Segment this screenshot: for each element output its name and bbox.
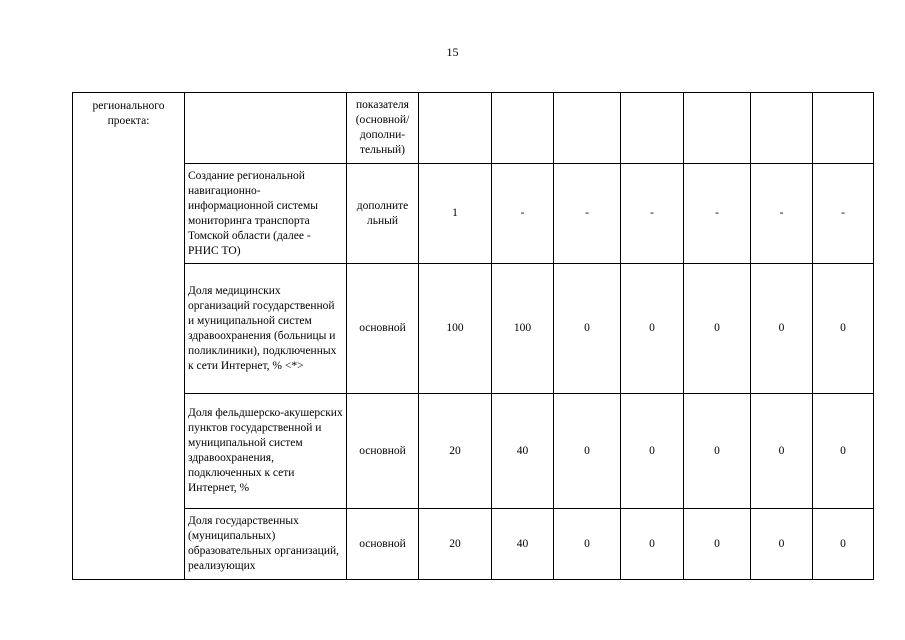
indicator-value: 0 — [684, 264, 751, 394]
indicator-name-header-cell — [185, 93, 347, 164]
value-header-cell — [492, 93, 554, 164]
table-row — [73, 264, 874, 394]
indicator-value: - — [554, 164, 621, 264]
regional-project-cell: регионального проекта: — [73, 93, 185, 580]
indicator-name: Создание региональной навигационно-информационной системы мониторинга транспорта Томской области (далее - РНИС ТО) — [185, 164, 347, 264]
indicator-value: 0 — [751, 394, 813, 509]
indicator-value: 0 — [554, 264, 621, 394]
indicator-value: 100 — [492, 264, 554, 394]
value-header-cell — [554, 93, 621, 164]
indicator-value: 0 — [554, 509, 621, 580]
indicator-name: Доля государственных (муниципальных) образовательных организаций, реализующих — [185, 509, 347, 580]
value-header-cell — [813, 93, 874, 164]
indicator-name: Доля фельдшерско-акушерских пунктов государственной и муниципальной систем здравоохранения, подключенных к сети Интернет, % — [185, 394, 347, 509]
indicator-value: 0 — [554, 394, 621, 509]
value-header-cell — [621, 93, 684, 164]
indicator-type: основной — [347, 509, 419, 580]
indicator-value: - — [813, 164, 874, 264]
indicator-value: 20 — [419, 509, 492, 580]
indicator-type-header-cell: показателя (основной/ дополни- тельный) — [347, 93, 419, 164]
indicator-type: основной — [347, 394, 419, 509]
indicator-value: 0 — [621, 264, 684, 394]
indicator-value: 20 — [419, 394, 492, 509]
indicator-name: Доля медицинских организаций государственной и муниципальной систем здравоохранения (больницы и поликлиники), подключенных к сети Интернет, % <*> — [185, 264, 347, 394]
table-row — [73, 93, 874, 164]
indicator-value: 0 — [684, 509, 751, 580]
indicator-value: 0 — [813, 509, 874, 580]
indicators-table — [72, 92, 874, 580]
indicator-value: - — [621, 164, 684, 264]
indicator-value: 100 — [419, 264, 492, 394]
indicator-value: - — [684, 164, 751, 264]
indicator-value: 0 — [684, 394, 751, 509]
indicator-value: 0 — [621, 394, 684, 509]
indicator-value: 1 — [419, 164, 492, 264]
indicator-value: 0 — [751, 509, 813, 580]
indicator-value: 40 — [492, 509, 554, 580]
indicator-value: 40 — [492, 394, 554, 509]
indicator-value: 0 — [751, 264, 813, 394]
table-row — [73, 509, 874, 580]
table-row — [73, 394, 874, 509]
indicator-type: основной — [347, 264, 419, 394]
indicator-value: - — [751, 164, 813, 264]
value-header-cell — [419, 93, 492, 164]
indicator-type: дополните льный — [347, 164, 419, 264]
indicator-value: - — [492, 164, 554, 264]
value-header-cell — [684, 93, 751, 164]
indicator-value: 0 — [813, 264, 874, 394]
indicator-value: 0 — [813, 394, 874, 509]
table-row — [73, 164, 874, 264]
page-number: 15 — [446, 45, 459, 59]
value-header-cell — [751, 93, 813, 164]
indicator-value: 0 — [621, 509, 684, 580]
